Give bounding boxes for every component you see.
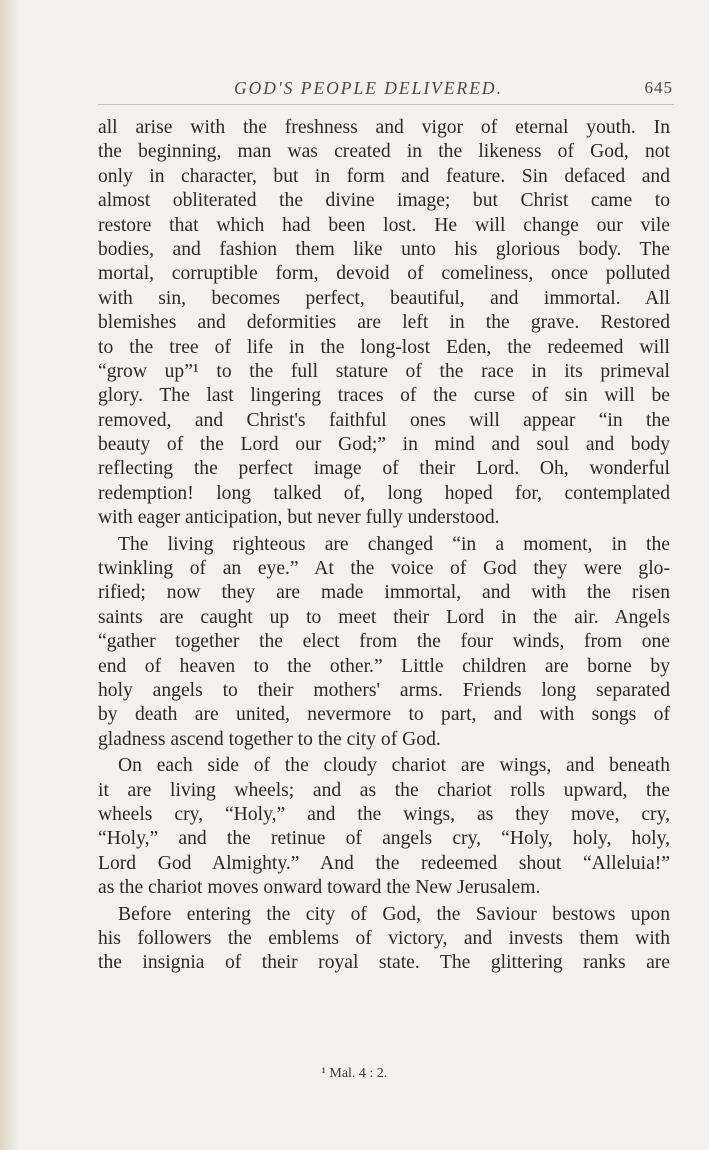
text-line: as the chariot moves onward toward the New Jerusalem.	[98, 877, 541, 899]
text-line: restore that which had been lost. He will change our vile	[98, 214, 670, 236]
text-line: his followers the emblems of victory, and invests them with	[98, 927, 670, 949]
text-line: Before entering the city of God, the Saviour bestows upon	[118, 903, 670, 925]
text-line: redemption! long talked of, long hoped for, contemplated	[98, 482, 670, 504]
text-line: by death are united, nevermore to part, and with songs of	[98, 704, 670, 726]
text-line: On each side of the cloudy chariot are wings, and beneath	[118, 755, 670, 777]
paragraph	[98, 533, 670, 753]
text-line: beauty of the Lord our God;” in mind and soul and body	[98, 434, 670, 456]
text-line: it are living wheels; and as the chariot rolls upward, the	[98, 779, 670, 801]
text-line: with eager anticipation, but never fully understood.	[98, 507, 500, 529]
running-title: GOD'S PEOPLE DELIVERED.	[234, 78, 503, 98]
text-line: the insignia of their royal state. The glittering ranks are	[98, 952, 670, 974]
text-line: blemishes and deformities are left in the grave. Restored	[98, 312, 670, 334]
text-line: mortal, corruptible form, devoid of comeliness, once polluted	[98, 263, 670, 285]
text-line: removed, and Christ's faithful ones will appear “in the	[98, 409, 670, 431]
paragraph	[98, 903, 670, 976]
text-line: twinkling of an eye.” At the voice of God they were glo-	[98, 558, 670, 580]
text-line: glory. The last lingering traces of the curse of sin will be	[98, 385, 670, 407]
body-text	[98, 116, 670, 976]
text-line: to the tree of life in the long-lost Eden, the redeemed will	[98, 336, 670, 358]
text-line: rified; now they are made immortal, and with the risen	[98, 582, 670, 604]
page-header	[98, 78, 678, 104]
text-line: with sin, becomes perfect, beautiful, and immortal. All	[98, 287, 670, 309]
text-line: all arise with the freshness and vigor of eternal youth. In	[98, 117, 670, 138]
footnote: ¹ Mal. 4 : 2.	[321, 1066, 388, 1081]
text-line: almost obliterated the divine image; but Christ came to	[98, 190, 670, 212]
text-line: “grow up”¹ to the full stature of the race in its primeval	[98, 360, 670, 382]
text-line: The living righteous are changed “in a moment, in the	[118, 533, 670, 555]
header-rule	[98, 104, 674, 105]
text-line: saints are caught up to meet their Lord in the air. Angels	[98, 606, 670, 628]
text-line: gladness ascend together to the city of God.	[98, 728, 441, 750]
text-line: bodies, and fashion them like unto his glorious body. The	[98, 238, 670, 260]
text-line: “gather together the elect from the four winds, from one	[98, 631, 670, 653]
page-spine-shadow	[0, 0, 20, 1150]
page-number: 645	[644, 78, 673, 97]
text-line: holy angels to their mothers' arms. Friends long separated	[98, 679, 670, 701]
paragraph	[98, 116, 670, 531]
paragraph	[98, 754, 670, 900]
text-line: “Holy,” and the retinue of angels cry, “Holy, holy, holy,	[98, 828, 670, 850]
text-line: reflecting the perfect image of their Lord. Oh, wonderful	[98, 458, 670, 480]
text-line: Lord God Almighty.” And the redeemed shout “Alleluia!”	[98, 852, 670, 874]
text-line: wheels cry, “Holy,” and the wings, as they move, cry,	[98, 803, 670, 825]
text-line: end of heaven to the other.” Little children are borne by	[98, 655, 670, 677]
text-line: the beginning, man was created in the likeness of God, not	[98, 141, 670, 163]
text-line: only in character, but in form and feature. Sin defaced and	[98, 165, 670, 187]
